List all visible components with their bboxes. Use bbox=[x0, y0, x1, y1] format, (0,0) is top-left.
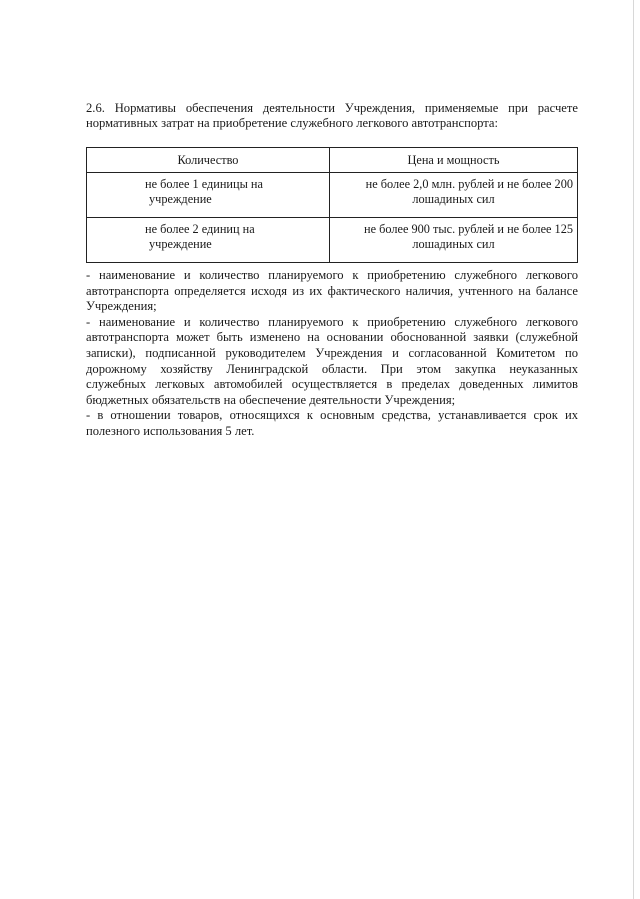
heading-line: нормативных затрат на приобретение служебного легкового автотранспорта: bbox=[86, 116, 499, 130]
quantity-cell bbox=[87, 218, 330, 263]
paragraph-line: автотранспорта может быть изменено на основании обоснованной заявки (служебной bbox=[86, 330, 578, 345]
heading-line: 2.6. Нормативы обеспечения деятельности Учреждения, применяемые при расчете bbox=[86, 101, 578, 115]
quantity-line: не более 2 единиц на bbox=[145, 222, 255, 236]
table-header-row bbox=[87, 148, 578, 173]
column-header-quantity: Количество bbox=[87, 148, 330, 173]
paragraph-line: Учреждения; bbox=[86, 299, 157, 314]
paragraph-line: бюджетных обязательств на обеспечение деятельности Учреждения; bbox=[86, 392, 456, 407]
quantity-line: учреждение bbox=[149, 236, 212, 251]
paragraph-line: - в отношении товаров, относящихся к основным средства, устанавливается срок их bbox=[86, 408, 578, 423]
section-heading bbox=[86, 101, 578, 131]
paragraph-line: автотранспорта определяется исходя из их фактического наличия, учтенного на балансе bbox=[86, 283, 578, 298]
page-edge-shadow bbox=[633, 0, 634, 899]
table-row bbox=[87, 218, 578, 263]
body-text bbox=[86, 268, 578, 440]
price-line: не более 900 тыс. рублей и не более 125 bbox=[364, 222, 573, 236]
price-cell bbox=[330, 218, 578, 263]
paragraph-line: - наименование и количество планируемого к приобретению служебного легкового bbox=[86, 268, 578, 282]
column-header-price: Цена и мощность bbox=[330, 148, 578, 173]
quantity-line: учреждение bbox=[149, 191, 212, 206]
paragraph-line: служебных легковых автомобилей осуществляется в пределах доведенных лимитов bbox=[86, 377, 578, 392]
quantity-line: не более 1 единицы на bbox=[145, 177, 263, 191]
paragraph-line: дорожному хозяйству Ленинградской области. При этом закупка неуказанных bbox=[86, 361, 578, 376]
table-row bbox=[87, 173, 578, 218]
paragraph-line: записки), подписанной руководителем Учреждения и согласованной Комитетом по bbox=[86, 345, 578, 360]
price-line: лошадиных сил bbox=[412, 236, 495, 251]
price-cell bbox=[330, 173, 578, 218]
price-line: не более 2,0 млн. рублей и не более 200 bbox=[365, 177, 573, 191]
paragraph-line: полезного использования 5 лет. bbox=[86, 423, 255, 438]
paragraph-line: - наименование и количество планируемого к приобретению служебного легкового bbox=[86, 314, 578, 329]
price-line: лошадиных сил bbox=[412, 191, 495, 206]
norms-table bbox=[86, 147, 578, 263]
quantity-cell bbox=[87, 173, 330, 218]
